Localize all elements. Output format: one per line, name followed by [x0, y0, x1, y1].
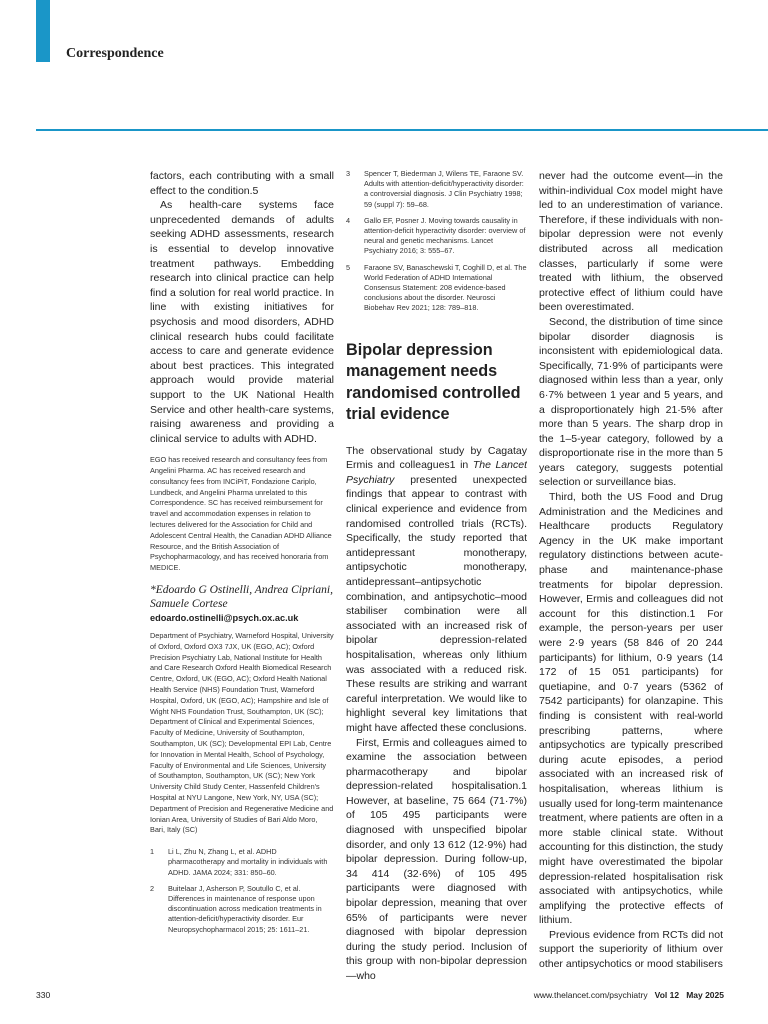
journal-volume: Vol 12	[654, 990, 680, 1000]
reference-number: 2	[150, 883, 155, 893]
reference-item[interactable]	[346, 263, 527, 314]
reference-number: 1	[150, 847, 155, 857]
reference-list	[150, 847, 334, 935]
paragraph: factors, each contributing with a small effect to the condition.5	[150, 170, 334, 197]
conflict-of-interest-statement: EGO has received research and consultancy fees from Angelini Pharma. AC has received research and consultancy fees from INCiPiT, Fondazione Cariplo, Lundbeck, and Angelini Pharma unrelated to this Correspondence. SC has received reimbursement for travel and accommodation expenses in relation to lectures delivered for the Association for Child and Adolescent Central Health, the Canadian ADHD Alliance Resource, and the British Association of Psychopharmacology, and has received honoraria from MEDICE.	[150, 455, 332, 573]
reference-item[interactable]	[150, 884, 334, 935]
paragraph-text: presented unexpected findings that appear to contrast with clinical experience and evidence from randomised controlled trials (RCTs). Specifically, the study reported that antidepressant monotherapy, antipsychotic monotherapy, antidepressant–antipsychotic combination, and antipsychotic–mood stabiliser combination were all associated with an increased risk of bipolar depression-related hospitalisation, whereas only lithium was associated with a reduced risk. These results are striking and warrant careful interpretation. We would like to highlight several key limitations that might have affected these conclusions.	[346, 473, 527, 734]
author-names: *Edoardo G Ostinelli, Andrea Cipriani, Samuele Cortese	[150, 584, 333, 611]
reference-list	[346, 169, 527, 314]
body-text-right	[539, 169, 723, 972]
journal-url[interactable]: www.thelancet.com/psychiatry	[533, 990, 648, 1000]
journal-date: May 2025	[686, 990, 724, 1000]
reference-item[interactable]	[346, 169, 527, 210]
footer-journal-info	[534, 990, 724, 1000]
column-right	[539, 169, 723, 972]
reference-text: Spencer T, Biederman J, Wilens TE, Faraone SV. Adults with attention-deficit/hyperactivity disorder: a controversial diagnosis. J Clin Psychiatry 1998; 59 (suppl 7): 59–68.	[364, 169, 524, 209]
author-affiliations: Department of Psychiatry, Warneford Hospital, University of Oxford, Oxford OX3 7JX, UK (EGO, AC); Oxford Precision Psychiatry Lab, National Institute for Health and Care Research Oxford Health Biomedical Research Centre, Oxford, UK (EGO, AC); Oxford Health National Health Service (NHS) Foundation Trust, Warneford Hospital, Oxford, UK (EGO, AC); Hampshire and Isle of Wight NHS Foundation Trust, Southampton, UK (SC); Department of Clinical and Experimental Sciences, Faculty of Medicine, University of Southampton, Southampton, UK (SC); Developmental EPI Lab, Centre for Innovation in Mental Health, School of Psychology, Faculty of Environmental and Life Sciences, University of Southampton, Southampton, UK (SC); New York University Child Study Center, Hassenfeld Children's Hospital at NYU Langone, New York, NY, USA (SC); Department of Precision and Regenerative Medicine and Ionian Area, University of Studies of Bari Aldo Moro, Bari, Italy (SC)	[150, 631, 334, 835]
body-text-left	[150, 169, 334, 446]
paragraph	[346, 444, 527, 736]
paragraph-text: The observational study by Cagatay Ermis and colleagues1 in	[346, 444, 527, 472]
reference-text: Li L, Zhu N, Zhang L, et al. ADHD pharmacotherapy and mortality in individuals with ADHD. JAMA 2024; 331: 850–60.	[168, 847, 328, 877]
reference-item[interactable]	[346, 216, 527, 257]
paragraph: First, Ermis and colleagues aimed to examine the association between pharmacotherapy and bipolar depression-related hospitalisation.1 However, at baseline, 75 664 (71·7%) of 105 495 participants were diagnosed with unspecified bipolar disorder, and only 13 612 (12·9%) had bipolar depression. During follow-up, 34 414 (32·6%) of 105 495 participants were diagnosed with bipolar depression, meaning that over 65% of participants were never diagnosed with bipolar depression during the study period. Inclusion of this group with non-bipolar depression—who	[346, 736, 527, 983]
journal-name: The Lancet Psychiatry	[346, 459, 527, 486]
paragraph: As health-care systems face unprecedented demands of adults seeking ADHD assessments, research is essential to develop innovative treatment pathways. Embedding research into clinical practice can help find a solution for real world practice. In line with existing initiatives for psychosis and mood disorders, ADHD clinical research hubs could facilitate access to care and generate evidence about best practices. This integrated approach would provide material support to the UK National Health Service and other health-care systems, raising awareness and providing a clinical service to adults with ADHD.	[150, 199, 334, 445]
author-email-link[interactable]: edoardo.ostinelli@psych.ox.ac.uk	[150, 613, 299, 624]
header-rule	[36, 129, 768, 131]
reference-text: Buitelaar J, Asherson P, Soutullo C, et al. Differences in maintenance of response upon discontinuation across medication treatments in attention-deficit/hyperactivity disorder. Eur Neuropsychopharmacol 2015; 25: 1611–21.	[168, 883, 322, 934]
paragraph: never had the outcome event—in the within-individual Cox model might have led to an underestimation of variance. Therefore, if these individuals with non-bipolar depression were not evenly distributed across all medication classes, particularly if some were treated with lithium, the observed protective effect of lithium could have been overestimated.	[539, 170, 723, 314]
column-middle	[346, 169, 527, 984]
reference-text: Faraone SV, Banaschewski T, Coghill D, et al. The World Federation of ADHD International Consensus Statement: 208 evidence-based conclusions about the disorder. Neurosci Biobehav Rev 2021; 128: 789–818.	[364, 262, 527, 313]
reference-text: Gallo EF, Posner J. Moving towards causality in attention-deficit hyperactivity disorder: overview of neural and genetic mechanisms. Lancet Psychiatry 2016; 3: 555–67.	[364, 215, 526, 256]
reference-item[interactable]	[150, 847, 334, 878]
reference-number: 4	[346, 215, 351, 225]
page-number: 330	[36, 990, 51, 1000]
article-title: Bipolar depression management needs randomised controlled trial evidence	[346, 340, 521, 424]
paragraph: Third, both the US Food and Drug Administration and the Medicines and Healthcare products Regulatory Agency in the UK make important regulatory distinctions between acute-phase and maintenance-phase treatments for bipolar depression. However, Ermis and colleagues did not account for this distinction.1 For example, the person-years per user were 2·9 years (58 846 of 20 244 participants) for lithium, 0·9 years (14 172 of 15 051 participants) for quetiapine, and 0·7 years (5362 of 7542 participants) for olanzapine. This finding is consistent with real-world prescribing patterns, where antipsychotics are typically prescribed during acute episodes, a period associated with an increased risk of hospitalisation, whereas lithium is usually used for long-term maintenance treatment, where patients are often in a more stable clinical state. Without accounting for this distinction, the study might have overestimated the bipolar depression-related hospitalisation risk associated with antipsychotics, while amplifying the protective effects of lithium.	[539, 491, 723, 927]
section-label: Correspondence	[66, 46, 164, 61]
column-left	[150, 169, 334, 941]
paragraph: Second, the distribution of time since bipolar disorder diagnosis is inconsistent with epidemiological data. Specifically, 71·9% of participants were diagnosed within less than a year, only 6·7% between 1 year and 5 years, and a disproportionately high 21·5% after more than 5 years. The sharp drop in the 1–5-year category, followed by a disproportionate rise in the more than 5 years category, suggests potential selection or surveillance bias.	[539, 315, 723, 489]
brand-color-bar	[36, 0, 50, 62]
reference-number: 3	[346, 169, 351, 178]
reference-number: 5	[346, 262, 351, 272]
paragraph: Previous evidence from RCTs did not support the superiority of lithium over other antipsychotics or mood stabilisers	[539, 928, 723, 971]
body-text-middle	[346, 444, 527, 984]
